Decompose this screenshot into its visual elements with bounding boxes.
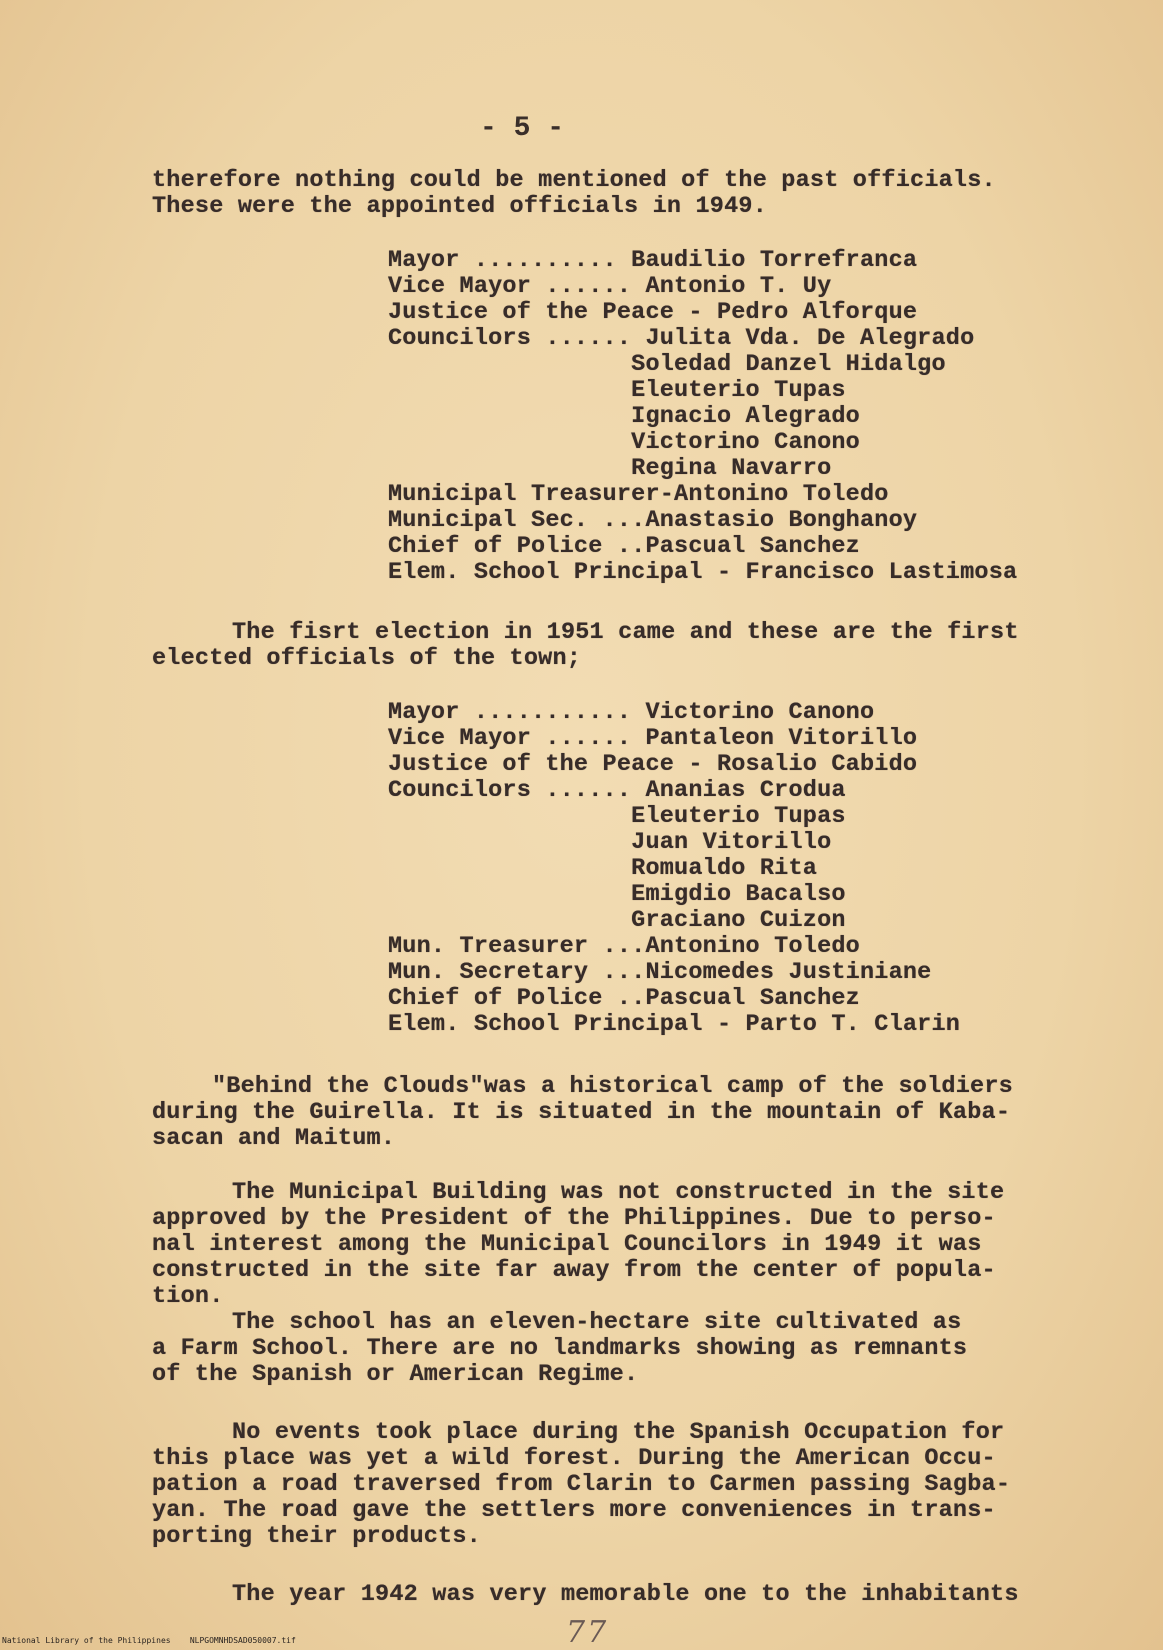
official-1949-line: Eleuterio Tupas <box>388 377 846 404</box>
official-1949-line: Municipal Sec. ...Anastasio Bonghanoy <box>388 507 918 534</box>
events-line: pation a road traversed from Clarin to Carmen passing Sagba- <box>152 1471 1011 1498</box>
school-line: a Farm School. There are no landmarks showing as remnants <box>152 1335 968 1362</box>
official-1951-line: Mun. Secretary ...Nicomedes Justiniane <box>388 959 932 986</box>
building-line: The Municipal Building was not constructed in the site <box>232 1179 1005 1206</box>
building-line: nal interest among the Municipal Councilors in 1949 it was <box>152 1231 982 1258</box>
events-line: No events took place during the Spanish Occupation for <box>232 1419 1005 1446</box>
official-1951-line: Elem. School Principal - Parto T. Clarin <box>388 1011 961 1038</box>
page-number: - 5 - <box>480 113 565 144</box>
school-line: of the Spanish or American Regime. <box>152 1361 639 1388</box>
election-line: The fisrt election in 1951 came and these are the first <box>232 619 1019 646</box>
official-1951-line: Mayor ........... Victorino Canono <box>388 699 875 726</box>
official-1951-line: Emigdio Bacalso <box>388 881 846 908</box>
events-line: yan. The road gave the settlers more conveniences in trans- <box>152 1497 996 1524</box>
official-1949-line: Elem. School Principal - Francisco Lastimosa <box>388 559 1018 586</box>
official-1951-line: Councilors ...... Ananias Crodua <box>388 777 846 804</box>
archive-footer: National Library of the Philippines NLPGOMNHDSAD050007.tif <box>2 1636 296 1645</box>
clouds-line: during the Guirella. It is situated in the mountain of Kaba- <box>152 1099 1011 1126</box>
official-1951-line: Graciano Cuizon <box>388 907 846 934</box>
building-line: approved by the President of the Philippines. Due to perso- <box>152 1205 996 1232</box>
building-line: constructed in the site far away from the center of popula- <box>152 1257 996 1284</box>
official-1949-line: Regina Navarro <box>388 455 832 482</box>
school-line: The school has an eleven-hectare site cultivated as <box>232 1309 962 1336</box>
intro-line: These were the appointed officials in 1949. <box>152 193 767 220</box>
clouds-line: sacan and Maitum. <box>152 1125 396 1152</box>
intro-line: therefore nothing could be mentioned of the past officials. <box>152 167 996 194</box>
official-1949-line: Mayor .......... Baudilio Torrefranca <box>388 247 918 274</box>
official-1949-line: Municipal Treasurer-Antonino Toledo <box>388 481 889 508</box>
election-line: elected officials of the town; <box>152 645 582 672</box>
official-1949-line: Ignacio Alegrado <box>388 403 860 430</box>
handwritten-page-number: 77 <box>566 1615 609 1650</box>
official-1951-line: Mun. Treasurer ...Antonino Toledo <box>388 933 860 960</box>
official-1949-line: Justice of the Peace - Pedro Alforque <box>388 299 918 326</box>
events-line: porting their products. <box>152 1523 481 1550</box>
official-1951-line: Chief of Police ..Pascual Sanchez <box>388 985 860 1012</box>
official-1949-line: Soledad Danzel Hidalgo <box>388 351 946 378</box>
official-1951-line: Eleuterio Tupas <box>388 803 846 830</box>
official-1949-line: Vice Mayor ...... Antonio T. Uy <box>388 273 832 300</box>
clouds-line: "Behind the Clouds"was a historical camp of the soldiers <box>212 1073 1013 1100</box>
official-1951-line: Romualdo Rita <box>388 855 818 882</box>
events-line: this place was yet a wild forest. During the American Occu- <box>152 1445 996 1472</box>
official-1949-line: Chief of Police ..Pascual Sanchez <box>388 533 860 560</box>
building-line: tion. <box>152 1283 224 1310</box>
official-1949-line: Victorino Canono <box>388 429 860 456</box>
official-1951-line: Juan Vitorillo <box>388 829 832 856</box>
year-line: The year 1942 was very memorable one to the inhabitants <box>232 1581 1019 1608</box>
official-1951-line: Justice of the Peace - Rosalio Cabido <box>388 751 918 778</box>
official-1951-line: Vice Mayor ...... Pantaleon Vitorillo <box>388 725 918 752</box>
official-1949-line: Councilors ...... Julita Vda. De Alegrado <box>388 325 975 352</box>
